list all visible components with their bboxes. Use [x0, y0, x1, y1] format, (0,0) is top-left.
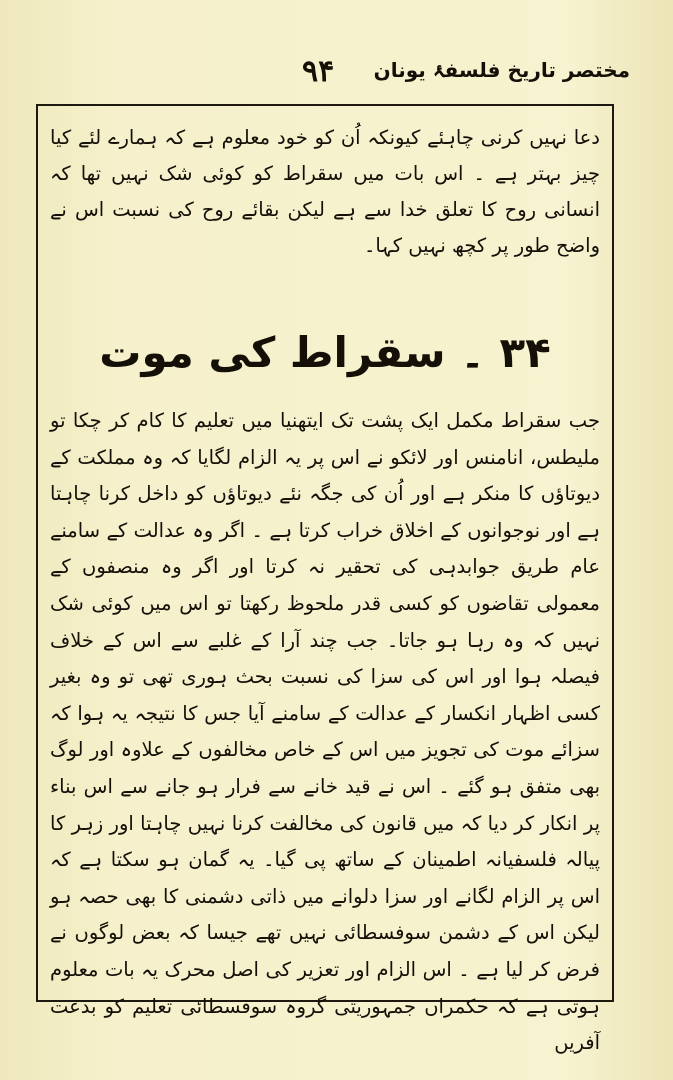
paragraph-1: دعا نہیں کرنی چاہئے کیونکہ اُن کو خود معلوم ہے کہ ہمارے لئے کیا چیز بہتر ہے ۔ اس بات میں سقراط کو کوئی شک نہیں تھا کہ انسانی روح کا تعلق خدا سے ہے لیکن بقائے روح کی نسبت اس نے واضح طور پر کچھ نہیں کہا۔ [50, 126, 600, 257]
section-heading: ۳۴ ۔ سقراط کی موت [99, 328, 551, 377]
running-title: مختصر تاریخ فلسفۂ یونان [373, 58, 630, 82]
paragraph-2: جب سقراط مکمل ایک پشت تک ایتھنیا میں تعلیم کا کام کر چکا تو ملیطس، انامنس اور لائکو نے اس پر یہ الزام لگایا کہ وہ مملکت کے دیوتاؤں کا منکر ہے اور اُن کی جگہ نئے دیوتاؤں کو داخل کرنا چاہتا ہے اور نوجوانوں کے اخلاق خراب کرتا ہے ۔ اگر وہ عدالت کے سامنے عام طریق جوابدہی کی تحقیر نہ کرتا اور اگر وہ منصفوں کے معمولی تقاضوں کو کسی قدر ملحوظ رکھتا تو اس میں کوئی شک نہیں کہ وہ رہا ہو جاتا۔ جب چند آرا کے غلبے سے اس کے خلاف فیصلہ ہوا اور اس کی سزا کی نسبت بحث ہوری تھی تو وہ بغیر کسی اظہار انکسار کے عدالت کے سامنے آیا جس کا نتیجہ یہ ہوا کہ سزائے موت کی تجویز میں اس کے خاص مخالفوں کے علاوہ اور لوگ بھی متفق ہو گئے ۔ اس نے قید خانے سے فرار ہو جانے سے اس بناء پر انکار کر دیا کہ میں قانون کی مخالفت کرنا نہیں چاہتا اور زہر کا پیالہ فلسفیانہ اطمینان کے ساتھ پی گیا۔ یہ گمان ہو سکتا ہے کہ اس پر الزام لگانے اور سزا دلوانے میں ذاتی دشمنی کا بھی حصہ ہو لیکن اس کے دشمن سوفسطائی نہیں تھے جیسا کہ بعض لوگوں نے فرض کر لیا ہے ۔ اس الزام اور تعزیر کی اصل محرک یہ بات معلوم ہوتی ہے کہ حکمراں جمہوریتی گروہ سوفسطائی تعلیم کو بدعت آفریں [50, 409, 600, 1055]
page-number: ۹۴ [302, 54, 335, 89]
page-header [40, 50, 630, 100]
text-frame [36, 104, 614, 1055]
